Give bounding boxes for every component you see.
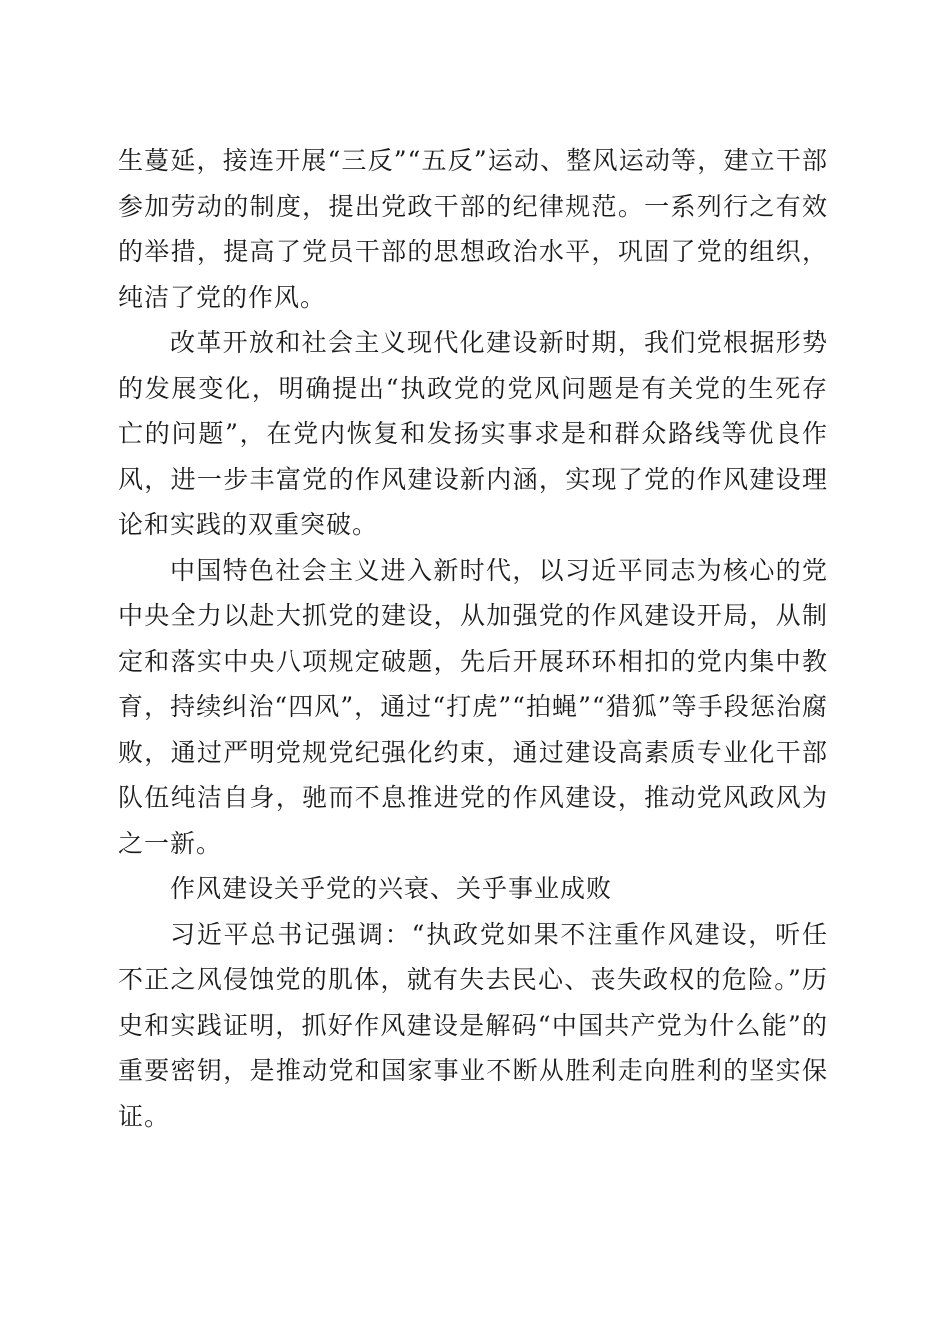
paragraph-continuation: 生蔓延，接连开展“三反”“五反”运动、整风运动等，建立干部参加劳动的制度，提出党政干部的纪律规范。一系列行之有效的举措，提高了党员干部的思想政治水平，巩固了党的组织，纯洁了党的作风。: [118, 146, 828, 312]
section-heading: 作风建设关乎党的兴衰、关乎事业成败: [170, 874, 613, 903]
paragraph-new-era: 中国特色社会主义进入新时代，以习近平同志为核心的党中央全力以赴大抓党的建设，从加强党的作风建设开局，从制定和落实中央八项规定破题，先后开展环环相扣的党内集中教育，持续纠治“四风”，通过“打虎”“拍蝇”“猎狐”等手段惩治腐败，通过严明党规党纪强化约束，通过建设高素质专业化干部队伍纯洁自身，驰而不息推进党的作风建设，推动党风政风为之一新。: [118, 555, 828, 858]
document-body: [118, 138, 828, 1139]
paragraph-reform-era: 改革开放和社会主义现代化建设新时期，我们党根据形势的发展变化，明确提出“执政党的党风问题是有关党的生死存亡的问题”，在党内恢复和发扬实事求是和群众路线等优良作风，进一步丰富党的作风建设新内涵，实现了党的作风建设理论和实践的双重突破。: [118, 328, 828, 539]
paragraph-quote: 习近平总书记强调：“执政党如果不注重作风建设，听任不正之风侵蚀党的肌体，就有失去民心、丧失政权的危险。”历史和实践证明，抓好作风建设是解码“中国共产党为什么能”的重要密钥，是推动党和国家事业不断从胜利走向胜利的坚实保证。: [118, 919, 828, 1131]
